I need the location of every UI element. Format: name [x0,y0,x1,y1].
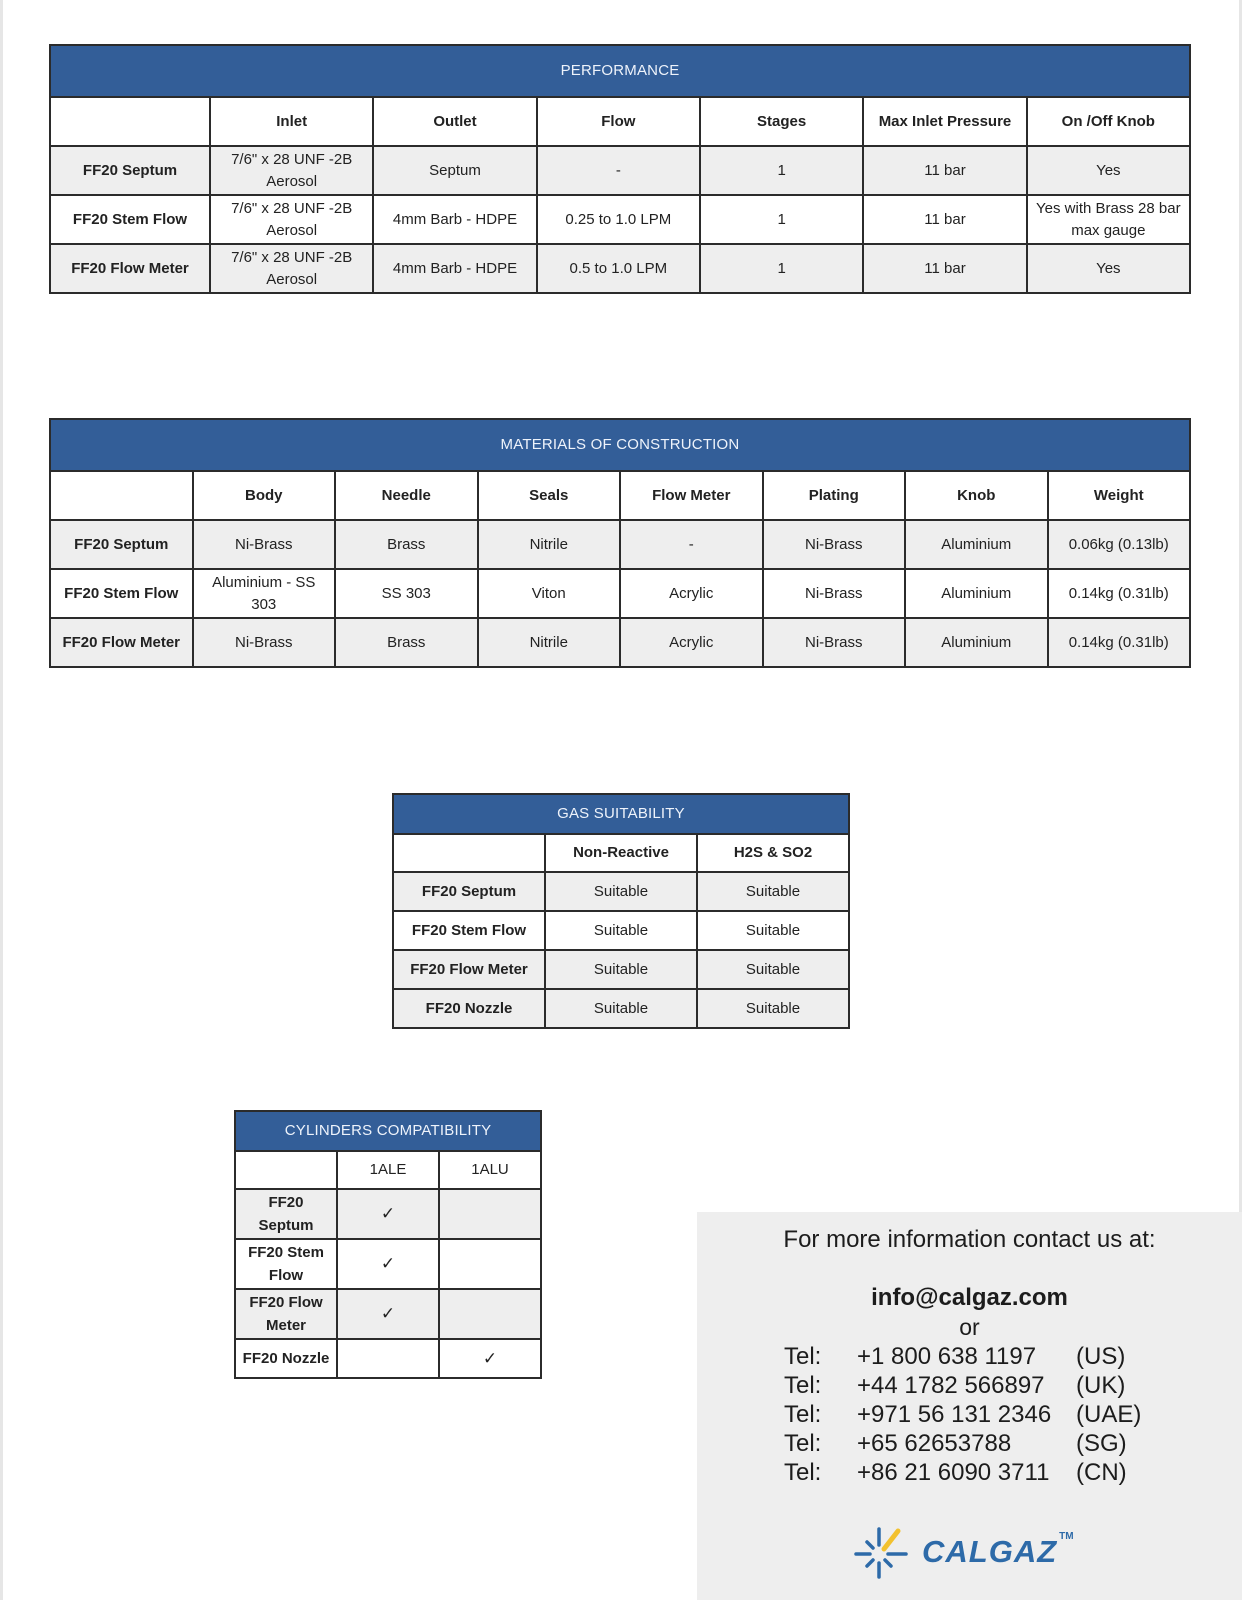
cell-outlet: 4mm Barb - HDPE [373,244,536,293]
cell-body: Ni-Brass [193,520,336,569]
phone-row [784,1371,1141,1400]
row-header: FF20 Nozzle [235,1339,337,1378]
phone-label: Tel: [784,1372,822,1399]
row-header: FF20 Flow Meter [393,950,545,989]
table-row [50,244,1190,293]
gas-suitability-title: GAS SUITABILITY [393,794,849,834]
cell-inlet: 7/6" x 28 UNF -2B Aerosol [210,244,373,293]
row-header: FF20 Stem Flow [235,1239,337,1289]
table-row [235,1239,541,1289]
table-row [50,146,1190,195]
check-icon: ✓ [337,1239,439,1289]
table-row [235,1189,541,1239]
cell-knob: Aluminium [905,618,1048,667]
cell-flow-meter: Acrylic [620,618,763,667]
row-header: FF20 Stem Flow [50,569,193,618]
cell-h2s-so2: Suitable [697,989,849,1028]
phone-label: Tel: [784,1343,822,1370]
table-row [393,872,849,911]
row-header: FF20 Stem Flow [50,195,210,244]
column-header-flow: Flow [537,97,700,146]
phone-number[interactable]: +1 800 638 1197 [857,1343,1037,1370]
cell-plating: Ni-Brass [763,618,906,667]
cell-non-reactive: Suitable [545,989,697,1028]
column-header-on-off-knob: On /Off Knob [1027,97,1190,146]
table-header-row [50,471,1190,520]
table-row [393,989,849,1028]
phone-row [784,1400,1141,1429]
cell-non-reactive: Suitable [545,911,697,950]
calgaz-logo [854,1525,1074,1579]
cell-outlet: Septum [373,146,536,195]
cell-non-reactive: Suitable [545,950,697,989]
table-header-row [393,834,849,872]
cell-knob: Yes [1027,146,1190,195]
phone-row [784,1429,1141,1458]
column-header-plating: Plating [763,471,906,520]
cell-knob: Yes with Brass 28 bar max gauge [1027,195,1190,244]
column-header-outlet: Outlet [373,97,536,146]
cell-knob: Aluminium [905,520,1048,569]
cell-knob: Aluminium [905,569,1048,618]
phone-region: (UK) [1076,1372,1126,1399]
logo-text: CALGAZ [922,1534,1058,1569]
cell-inlet: 7/6" x 28 UNF -2B Aerosol [210,146,373,195]
column-header-needle: Needle [335,471,478,520]
column-header-knob: Knob [905,471,1048,520]
column-header [235,1151,337,1189]
row-header: FF20 Septum [393,872,545,911]
column-header-h2s-so2: H2S & SO2 [697,834,849,872]
cell-1alu [439,1189,541,1239]
column-header-body: Body [193,471,336,520]
phone-region: (CN) [1076,1459,1127,1486]
table-row [235,1289,541,1339]
cell-stages: 1 [700,146,863,195]
cell-1alu [439,1289,541,1339]
column-header-weight: Weight [1048,471,1191,520]
column-header-inlet: Inlet [210,97,373,146]
cell-flow: 0.25 to 1.0 LPM [537,195,700,244]
cell-body: Aluminium - SS 303 [193,569,336,618]
phone-list [784,1342,1141,1487]
cell-h2s-so2: Suitable [697,911,849,950]
materials-table [49,418,1191,668]
cell-weight: 0.14kg (0.31lb) [1048,618,1191,667]
phone-row [784,1458,1141,1487]
check-icon: ✓ [337,1189,439,1239]
phone-number[interactable]: +86 21 6090 3711 [857,1459,1050,1486]
table-row [50,618,1190,667]
contact-panel [697,1212,1242,1600]
gas-suitability-table [392,793,850,1029]
contact-or: or [959,1314,980,1340]
cell-body: Ni-Brass [193,618,336,667]
contact-title: For more information contact us at: [783,1226,1156,1253]
table-header-row [235,1151,541,1189]
table-row [50,520,1190,569]
column-header-1ale: 1ALE [337,1151,439,1189]
row-header: FF20 Septum [235,1189,337,1239]
row-header: FF20 Flow Meter [235,1289,337,1339]
check-icon: ✓ [337,1289,439,1339]
cell-h2s-so2: Suitable [697,950,849,989]
column-header-seals: Seals [478,471,621,520]
table-row [393,911,849,950]
row-header: FF20 Septum [50,146,210,195]
cell-flow: 0.5 to 1.0 LPM [537,244,700,293]
table-row [50,569,1190,618]
phone-region: (US) [1076,1343,1126,1370]
phone-label: Tel: [784,1401,822,1428]
cell-needle: SS 303 [335,569,478,618]
phone-label: Tel: [784,1430,822,1457]
column-header [50,97,210,146]
contact-email-link[interactable]: info@calgaz.com [871,1284,1068,1311]
table-header-row [50,97,1190,146]
column-header-non-reactive: Non-Reactive [545,834,697,872]
phone-row [784,1342,1141,1371]
phone-number[interactable]: +65 62653788 [857,1430,1012,1457]
table-row [235,1339,541,1378]
row-header: FF20 Stem Flow [393,911,545,950]
row-header: FF20 Flow Meter [50,618,193,667]
cell-weight: 0.06kg (0.13lb) [1048,520,1191,569]
phone-number[interactable]: +44 1782 566897 [857,1372,1045,1399]
table-row [393,950,849,989]
cell-plating: Ni-Brass [763,520,906,569]
cell-knob: Yes [1027,244,1190,293]
cell-1ale [337,1339,439,1378]
performance-title: PERFORMANCE [50,45,1190,97]
column-header-max-inlet-pressure: Max Inlet Pressure [863,97,1026,146]
cell-seals: Viton [478,569,621,618]
cell-non-reactive: Suitable [545,872,697,911]
column-header-1alu: 1ALU [439,1151,541,1189]
cell-1alu [439,1239,541,1289]
logo-trademark: TM [1059,1531,1074,1542]
column-header-stages: Stages [700,97,863,146]
phone-region: (SG) [1076,1430,1127,1457]
cell-weight: 0.14kg (0.31lb) [1048,569,1191,618]
cell-inlet: 7/6" x 28 UNF -2B Aerosol [210,195,373,244]
cell-seals: Nitrile [478,618,621,667]
table-row [50,195,1190,244]
cell-h2s-so2: Suitable [697,872,849,911]
cell-needle: Brass [335,520,478,569]
cell-stages: 1 [700,244,863,293]
row-header: FF20 Nozzle [393,989,545,1028]
cell-flow-meter: Acrylic [620,569,763,618]
check-icon: ✓ [439,1339,541,1378]
cell-needle: Brass [335,618,478,667]
cell-seals: Nitrile [478,520,621,569]
phone-number[interactable]: +971 56 131 2346 [857,1401,1052,1428]
row-header: FF20 Flow Meter [50,244,210,293]
materials-title: MATERIALS OF CONSTRUCTION [50,419,1190,471]
cell-max-pressure: 11 bar [863,244,1026,293]
cell-flow-meter: - [620,520,763,569]
phone-region: (UAE) [1076,1401,1142,1428]
performance-table [49,44,1191,294]
cell-plating: Ni-Brass [763,569,906,618]
column-header [50,471,193,520]
page-edge-left [0,0,3,1600]
cylinders-compatibility-table [234,1110,542,1379]
cell-flow: - [537,146,700,195]
starburst-icon [854,1525,916,1579]
cell-stages: 1 [700,195,863,244]
row-header: FF20 Septum [50,520,193,569]
cylinders-compatibility-title: CYLINDERS COMPATIBILITY [235,1111,541,1151]
cell-outlet: 4mm Barb - HDPE [373,195,536,244]
phone-label: Tel: [784,1459,822,1486]
cell-max-pressure: 11 bar [863,146,1026,195]
cell-max-pressure: 11 bar [863,195,1026,244]
column-header [393,834,545,872]
column-header-flow-meter: Flow Meter [620,471,763,520]
